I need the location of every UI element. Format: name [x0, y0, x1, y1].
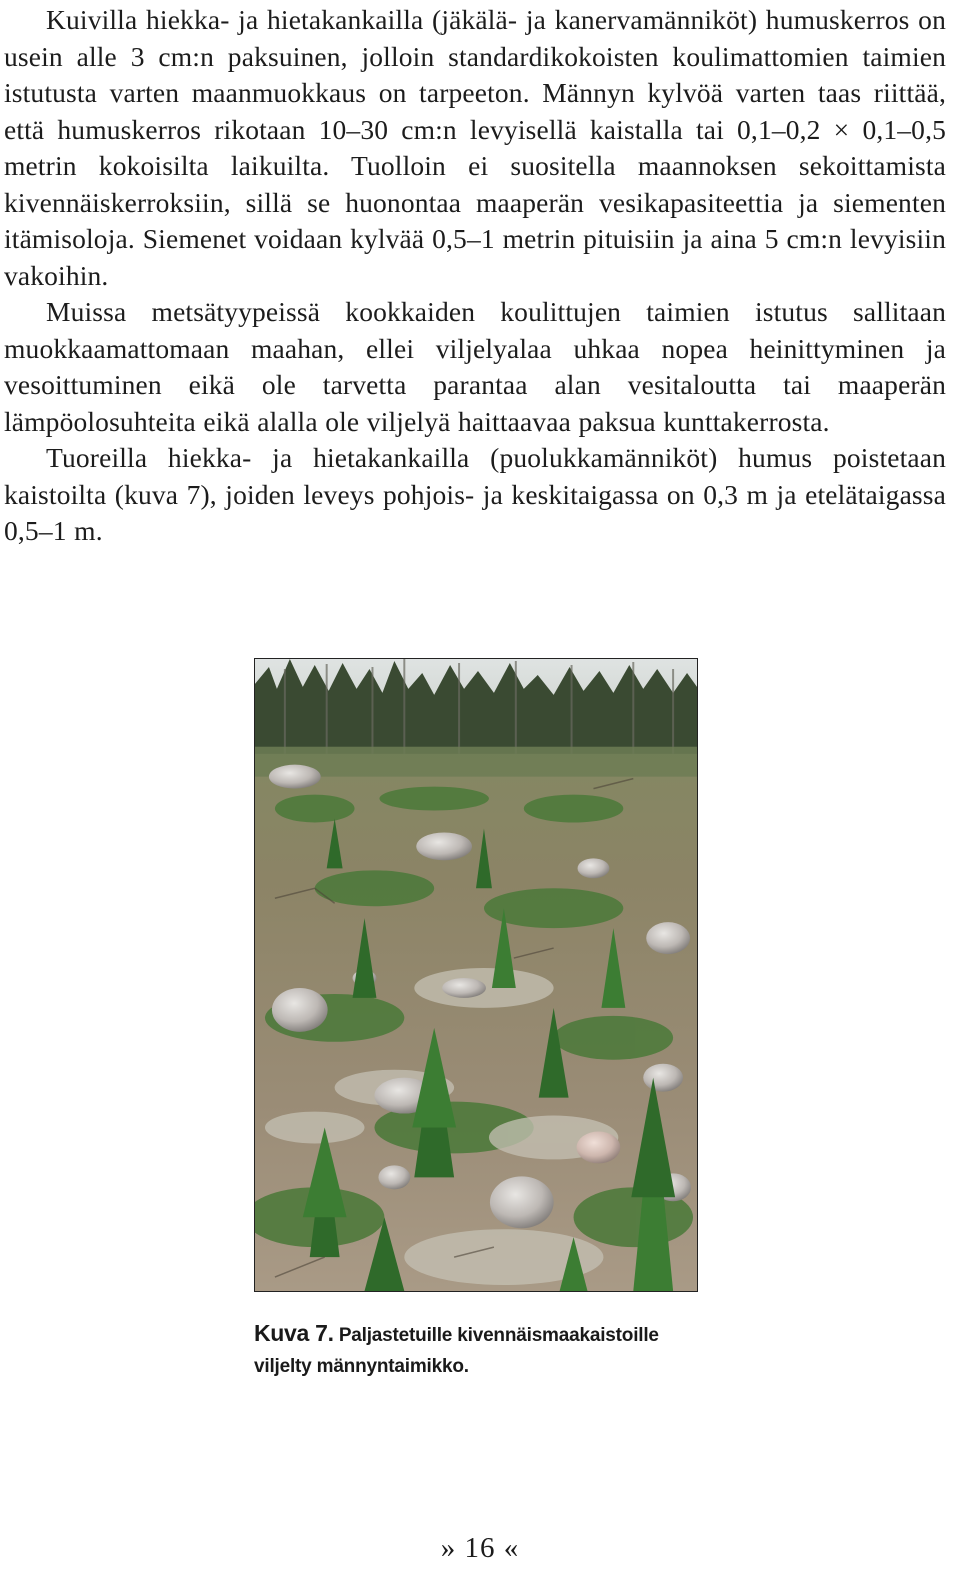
page-number: » 16 « — [440, 1532, 520, 1564]
figure-caption-text: Paljastetuille kivennäismaakaistoille viljelty männyntaimikko. — [254, 1325, 659, 1377]
paragraph-1: Kuivilla hiekka- ja hietakankailla (jäkälä- ja kanervamänniköt) humuskerros on usein alle 3 cm:n paksuinen, jolloin standardikokoisten koulimattomien taimien istutusta varten maanmuokkaus on tarpeeton. Männyn kylvöä varten taas riittää, että humuskerros rikotaan 10–30 cm:n levyisellä kaistalla tai 0,1–0,2 × 0,1–0,5 metrin kokoisilta laikuilta. Tuolloin ei suositella maannoksen sekoittamista kivennäiskerroksiin, sillä se huonontaa maaperän vesikapasiteettia ja siementen itämisoloja. Siemenet voidaan kylvää 0,5–1 metrin pituisiin ja aina 5 cm:n levyisiin vakoihin. — [4, 4, 946, 291]
paragraph-3: Tuoreilla hiekka- ja hietakankailla (puolukkamänniköt) humus poistetaan kaistoilta (kuva 7), joiden leveys pohjois- ja keskitaigassa on 0,3 m ja etelätaigassa 0,5–1 m. — [4, 442, 946, 546]
paragraph-2: Muissa metsätyypeissä kookkaiden koulittujen taimien istutus sallitaan muokkaamattomaan maahan, ellei viljelyalaa uhkaa nopea heinittyminen ja vesoittuminen eikä ole tarvetta parantaa alan vesitaloutta tai maaperän lämpöolosuhteita eikä alalla ole viljelyä haittaavaa paksua kunttakerrosta. — [4, 296, 946, 437]
forest-photo-illustration — [255, 659, 697, 1291]
body-text — [4, 2, 946, 550]
figure-label: Kuva 7. — [254, 1320, 334, 1346]
figure-caption — [254, 1318, 714, 1382]
figure-photo-pine-seedlings — [254, 658, 698, 1292]
